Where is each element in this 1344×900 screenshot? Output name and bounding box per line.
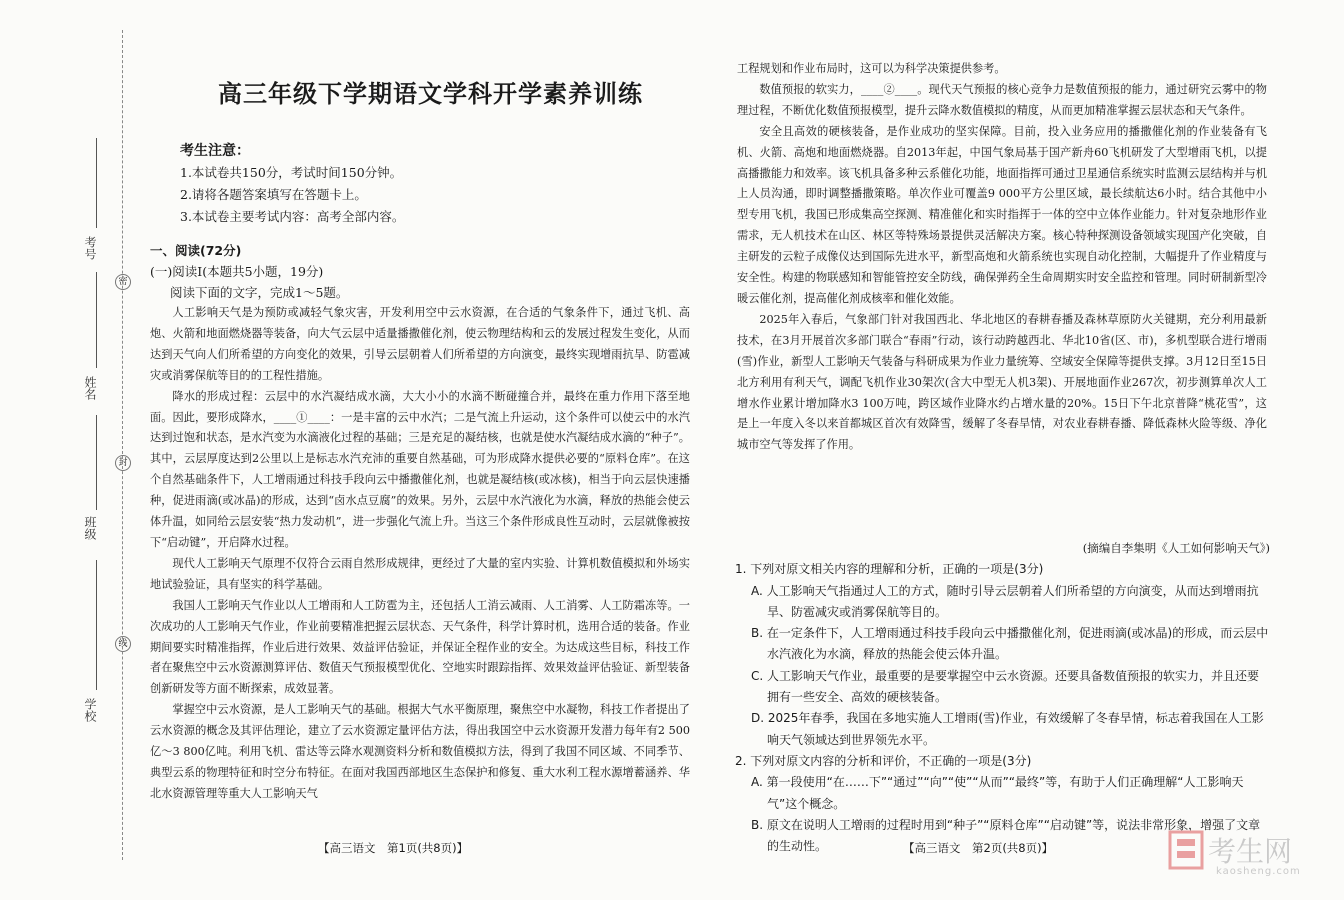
seal-mark-xian: 线 <box>115 636 131 652</box>
seal-mark-feng: 封 <box>115 455 131 471</box>
passage-paragraph: 掌握空中云水资源，是人工影响天气的基础。根据大气水平衡原理，聚焦空中水凝物，科技工作者提出了云水资源的概念及其评估理论，建立了云水资源定量评估方法，得出我国空中云水资源开发潜力每年有2 500亿～3 800亿吨。利用飞机、雷达等云降水观测资料分析和数值模拟方法，得到了我国不同区域、不同季节、典型云系的物理特征和时空分布特征。在面对我国西部地区生态保护和修复、重大水利工程水源增蓄涵养、华北水资源管理等重大人工影响天气 <box>150 703 690 800</box>
watermark-url: kaosheng.com <box>1216 866 1301 877</box>
question-stem: 1. 下列对原文相关内容的理解和分析，正确的一项是(3分) <box>735 562 1044 577</box>
passage-paragraph: 2025年入春后，气象部门针对我国西北、华北地区的春耕春播及森林草原防火关键期，充分利用最新技术，在3月开展首次多部门联合“春雨”行动，该行动跨越西北、华北10省(区、市)，多机型联合进行增雨(雪)作业，新型人工影响天气装备与科研成果为作业力量统筹、空域安全保障等提供支撑。3月12日至15日北方利用有利天气，调配飞机作业30架次(含大中型无人机3架)、开展地面作业267次，初步测算单次人工增水作业累计增加降水3 100万吨，跨区域作业降水约占增水量的20%。15日下午北京普降“桃花雪”，这是上一年度入冬以来首都城区首次有效降雪，缓解了冬春旱情，对农业春耕春播、降低森林火险等级、净化城市空气等发挥了作用。 <box>737 312 1267 452</box>
subsection-heading: (一)阅读Ⅰ(本题共5小题，19分) <box>150 264 324 279</box>
question-stem: 2. 下列对原文内容的分析和评价，不正确的一项是(3分) <box>735 753 1032 768</box>
binding-dashed-line <box>122 30 123 860</box>
seal-mark-mi: 密 <box>115 274 131 290</box>
passage-paragraph: 降水的形成过程：云层中的水汽凝结成水滴，大大小小的水滴不断碰撞合并，最终在重力作用下落至地面。因此，要形成降水，____①____：一是丰富的云中水汽；二是气流上升运动，这个条件可以使云中的水汽达到过饱和状态，是水汽变为水滴液化过程的基础；三是充足的凝结核，也就是使水汽凝结成水滴的“种子”。其中，云层厚度达到2公里以上是标志水汽充沛的重要自然基础，可为形成降水提供必要的“原料仓库”。在这个自然基础条件下，人工增雨通过科技手段向云中播撒催化剂，也就是凝结核(或冰核)，相当于向云层快速播种，促进雨滴(或冰晶)的形成，达到“卤水点豆腐”的效果。另外，云层中水汽液化为水滴，释放的热能会使云体升温，如同给云层安装“热力发动机”，进一步强化气流上升。当这三个条件形成良性互动时，云层就像被按下“启动键”，开启降水过程。 <box>150 389 690 549</box>
passage-paragraph: 数值预报的软实力，____②____。现代天气预报的核心竞争力是数值预报的能力，通过研究云雾中的物理过程，不断优化数值预报模型，提升云降水数值模拟的精度，从而更加精准掌握云层状态和天气条件。 <box>737 82 1267 117</box>
question-option: B. 在一定条件下，人工增雨通过科技手段向云中播撒催化剂，促进雨滴(或冰晶)的形成，而云层中水汽液化为水滴，释放的热能会使云体升温。 <box>751 626 1269 662</box>
school-line <box>96 560 97 690</box>
school-label: 学校 <box>83 698 97 722</box>
reading-passage-part-1 <box>150 303 690 805</box>
page-footer: 【高三语文 第1页(共8页)】 <box>318 841 469 855</box>
question-option: A. 第一段使用“在……下”“通过”“向”“使”“从而”“最终”等，有助于人们正确理解“人工影响天气”这个概念。 <box>751 775 1244 811</box>
exam-number-line <box>96 138 97 228</box>
watermark-brand: 考生网 <box>1208 835 1293 868</box>
passage-paragraph: 安全且高效的硬核装备，是作业成功的坚实保障。目前，投入业务应用的播撒催化剂的作业装备有飞机、火箭、高炮和地面燃烧器。自2013年起，中国气象局基于国产新舟60飞机研发了大型增雨飞机，以提高播撒能力和效率。该飞机具备多种云系催化功能，地面指挥可通过卫星通信系统实时监测云层结构并与机上人员沟通，即时调整播撒策略。单次作业可覆盖9 000平方公里区域，最长续航达6小时。结合其他中小型专用飞机，我国已形成集高空探测、精准催化和实时指挥于一体的空中立体作业能力。针对复杂地形作业需求，无人机技术在山区、林区等特殊场景提供灵活解决方案。核心特种探测设备领域实现国产化突破，自主研发的云粒子成像仪达到国际先进水平，新型高炮和火箭系统也实现自动化控制，大幅提升了作业精度与安全性。构建的物联感知和智能管控安全防线，确保弹药全生命周期实时安全监控和管理。同时研制新型冷暖云催化剂，提高催化剂成核率和催化效能。 <box>737 124 1267 305</box>
passage-paragraph: 工程规划和作业布局时，这可以为科学决策提供参考。 <box>737 62 1006 75</box>
passage-paragraph: 人工影响天气是为预防或减轻气象灾害，开发利用空中云水资源，在合适的气象条件下，通过飞机、高炮、火箭和地面燃烧器等装备，向大气云层中适量播撒催化剂，使云物理结构和云的发展过程发生变化，从而达到天气向人们所希望的方向变化的效果，引导云层朝着人们所希望的方向演变，最终实现增雨抗旱、防雹减灾或消雾保航等目的的工程性措施。 <box>150 306 690 382</box>
student-name-label: 姓名 <box>83 376 97 400</box>
class-line <box>96 415 97 510</box>
page-footer: 【高三语文 第2页(共8页)】 <box>903 841 1054 855</box>
page-1 <box>142 0 692 900</box>
class-label: 班级 <box>83 516 97 540</box>
kaosheng-logo-icon <box>1168 828 1204 872</box>
binding-margin <box>0 0 128 900</box>
exam-title: 高三年级下学期语文学科开学素养训练 <box>218 80 643 108</box>
passage-source: (摘编自李集明《人工如何影响天气》) <box>1082 541 1270 555</box>
question-option: D. 2025年春季，我国在多地实施人工增雨(雪)作业，有效缓解了冬春旱情，标志着我国在人工影响天气领域达到世界领先水平。 <box>751 711 1264 747</box>
reading-passage-part-2 <box>737 59 1267 456</box>
notice-item: 3.本试卷主要考试内容：高考全部内容。 <box>180 209 405 224</box>
passage-paragraph: 现代人工影响天气原理不仅符合云雨自然形成规律，更经过了大量的室内实验、计算机数值模拟和外场实地试验验证，具有坚实的科学基础。 <box>150 556 690 591</box>
student-name-line <box>96 272 97 368</box>
question-option: B. 原文在说明人工增雨的过程时用到“种子”“原料仓库”“启动键”等，说法非常形象，增强了文章的生动性。 <box>751 817 1261 854</box>
kaosheng-watermark <box>1168 826 1328 882</box>
questions <box>735 538 1270 857</box>
section-heading: 一、阅读(72分) <box>150 243 242 258</box>
question-option: A. 人工影响天气指通过人工的方式，随时引导云层朝着人们所希望的方向演变，从而达到增雨抗旱、防雹减灾或消雾保航等目的。 <box>751 583 1259 619</box>
reading-instruction: 阅读下面的文字，完成1～5题。 <box>170 285 349 300</box>
notice-heading: 考生注意： <box>180 143 250 159</box>
candidate-notice <box>180 140 404 228</box>
passage-paragraph: 我国人工影响天气作业以人工增雨和人工防雹为主，还包括人工消云减雨、人工消雾、人工防霜冻等。一次成功的人工影响天气作业，作业前要精准把握云层状态、天气条件，科学计算时机，选用合适的装备。作业期间要实时精准指挥，作业后进行效果、效益评估验证，并保证全程作业的安全。为达成这些目标，科技工作者在聚焦空中云水资源测算评估、数值天气预报模型优化、空地实时跟踪指挥、效果效益评估验证、新型装备创新研发等方面不断探索，成效显著。 <box>150 598 690 696</box>
question-option: C. 人工影响天气作业，最重要的是要掌握空中云水资源。还要具备数值预报的软实力，并且还要拥有一些安全、高效的硬核装备。 <box>751 668 1260 705</box>
notice-item: 1.本试卷共150分，考试时间150分钟。 <box>180 165 403 180</box>
exam-number-label: 考号 <box>83 236 97 260</box>
page-2 <box>735 0 1270 900</box>
notice-item: 2.请将各题答案填写在答题卡上。 <box>180 187 367 202</box>
